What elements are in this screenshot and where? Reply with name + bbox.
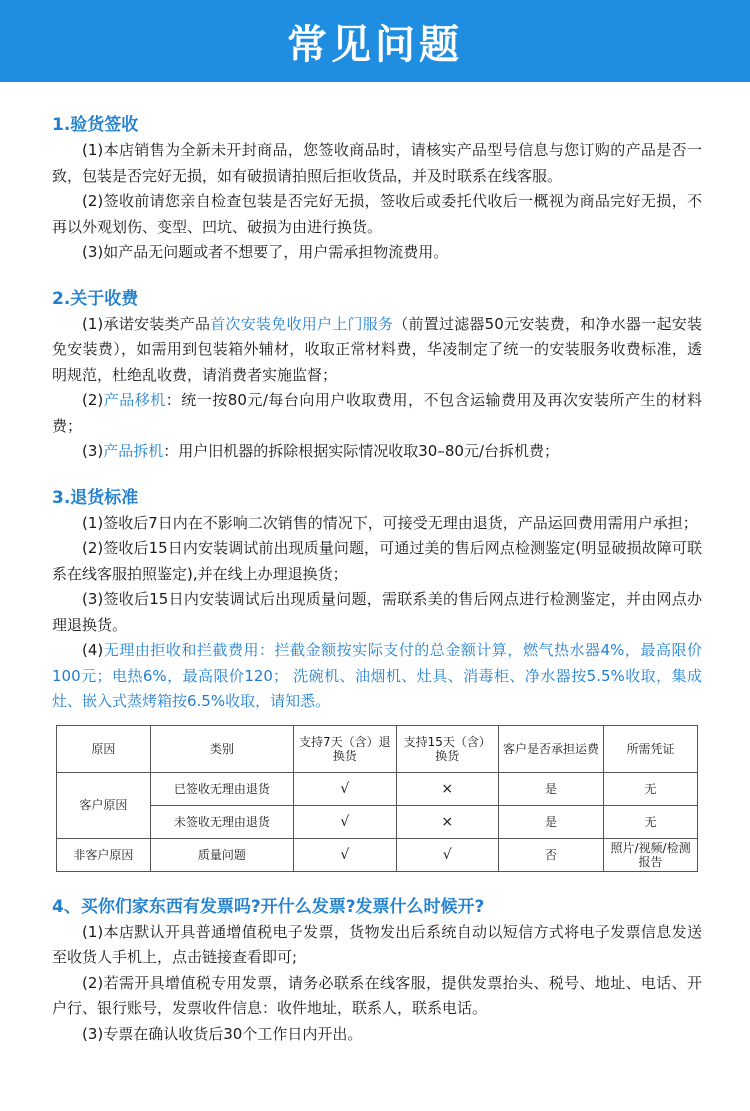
- cross-mark-icon: ×: [396, 772, 498, 805]
- paragraph: [52, 312, 702, 389]
- table-cell: 无: [604, 772, 698, 805]
- section-heading: 3.退货标准: [52, 487, 139, 508]
- table-row: [57, 805, 698, 838]
- table-cell: 非客户原因: [57, 838, 151, 871]
- check-mark-icon: √: [294, 805, 396, 838]
- section-heading: 1.验货签收: [52, 115, 139, 135]
- text: (3): [82, 442, 104, 460]
- table-row: [57, 772, 698, 805]
- table-cell: 已签收无理由退货: [150, 772, 293, 805]
- highlight-text: 产品拆机: [103, 442, 164, 460]
- table-header-row: [57, 725, 698, 772]
- table-cell: 客户原因: [57, 772, 151, 838]
- check-mark-icon: √: [294, 772, 396, 805]
- highlight-text: 无理由拒收和拦截费用：拦截金额按实际支付的总金额计算，燃气热水器4%，最高限价100元；电热6%，最高限价120； 洗碗机、油烟机、灶具、消毒柜、净水器按5.5%收取，集成灶、嵌入式蒸烤箱按6.5%收取，请知悉。: [52, 641, 702, 710]
- table-cell: 是: [498, 805, 603, 838]
- paragraph: [52, 388, 702, 439]
- table-cell: 质量问题: [150, 838, 293, 871]
- text: （前置过滤器50元安装费，和净水器一起安装免安装费），如需用到包装箱外辅材，收取正常材料费，华凌制定了统一的安装服务收费标准，透明规范，杜绝乱收费，请消费者实施监督；: [52, 314, 702, 384]
- text: (1)承诺安装类产品: [82, 314, 211, 333]
- section-invoice: [52, 894, 702, 1048]
- paragraph: (1)本店默认开具普通增值税电子发票，货物发出后系统自动以短信方式将电子发票信息发送至收货人手机上，点击链接查看即可;: [52, 922, 702, 966]
- section-inspection: [52, 112, 702, 266]
- paragraph: (2)若需开具增值税专用发票，请务必联系在线客服，提供发票抬头、税号、地址、电话、开户行、银行账号，发票收件信息：收件地址，联系人，联系电话。: [52, 973, 702, 1017]
- check-mark-icon: √: [294, 838, 396, 871]
- table-cell: 是: [498, 772, 603, 805]
- section-heading: 2.关于收费: [52, 288, 139, 309]
- paragraph: (2)签收前请您亲自检查包装是否完好无损，签收后或委托代收后一概视为商品完好无损，不再以外观划伤、变型、凹坑、破损为由进行换货。: [52, 192, 702, 236]
- paragraph: (3)如产品无问题或者不想要了，用户需承担物流费用。: [82, 243, 449, 261]
- text: (2): [82, 391, 104, 409]
- table-cell: 未签收无理由退货: [150, 805, 293, 838]
- faq-content: [52, 112, 702, 1047]
- text: ：统一按80元/每台向用户收取费用，不包含运输费用及再次安装所产生的材料费；: [52, 391, 702, 435]
- table-cell: 照片/视频/检测报告: [604, 838, 698, 871]
- section-fees: [52, 286, 702, 465]
- paragraph: (3)签收后15日内安装调试后出现质量问题，需联系美的售后网点进行检测鉴定，并由网点办理退换货。: [52, 590, 702, 634]
- table-header-cell: 客户是否承担运费: [498, 725, 603, 772]
- paragraph: (1)本店销售为全新未开封商品，您签收商品时，请核实产品型号信息与您订购的产品是否一致，包装是否完好无损，如有破损请拍照后拒收货品，并及时联系在线客服。: [52, 141, 702, 185]
- cross-mark-icon: ×: [396, 805, 498, 838]
- paragraph: (1)签收后7日内在不影响二次销售的情况下，可接受无理由退货，产品运回费用需用户承担；: [82, 513, 698, 532]
- paragraph: (3)专票在确认收货后30个工作日内开出。: [82, 1024, 363, 1043]
- table-header-cell: 支持15天（含）换货: [396, 725, 498, 772]
- table-header-cell: 支持7天（含）退换货: [294, 725, 396, 772]
- return-policy-table: [56, 725, 698, 872]
- table-header-cell: 类别: [150, 725, 293, 772]
- table-header-cell: 原因: [57, 725, 151, 772]
- table-row: [57, 838, 698, 871]
- text: ：用户旧机器的拆除根据实际情况收取30–80元/台拆机费；: [163, 442, 559, 460]
- paragraph: [52, 638, 702, 715]
- paragraph: (2)签收后15日内安装调试前出现质量问题，可通过美的售后网点检测鉴定(明显破损故障可联系在线客服拍照鉴定),并在线上办理退换货；: [52, 539, 702, 583]
- table-cell: 否: [498, 838, 603, 871]
- paragraph: [52, 439, 702, 465]
- text: (4): [82, 641, 104, 659]
- table-header-cell: 所需凭证: [604, 725, 698, 772]
- table-cell: 无: [604, 805, 698, 838]
- check-mark-icon: √: [396, 838, 498, 871]
- section-returns: [52, 485, 702, 872]
- highlight-text: 产品移机: [103, 391, 166, 409]
- page-title: 常见问题: [287, 21, 463, 68]
- section-heading: 4、买你们家东西有发票吗?开什么发票?发票什么时候开?: [52, 896, 485, 917]
- header-banner: [0, 0, 750, 82]
- highlight-text: 首次安装免收用户上门服务: [210, 314, 394, 333]
